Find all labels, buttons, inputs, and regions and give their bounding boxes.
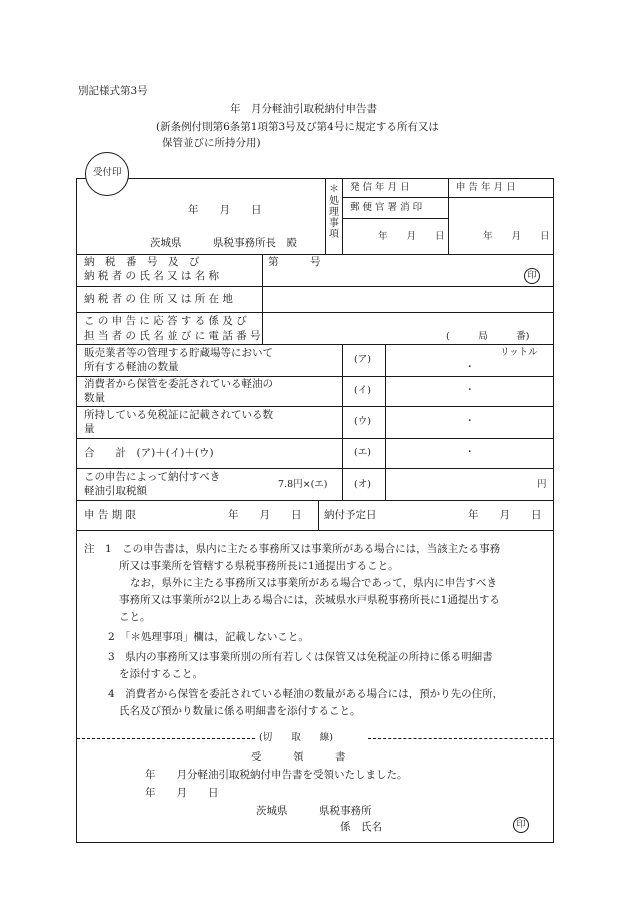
note-line-9: 4 消費者から保管を委託されている軽油の数量がある場合には，預かり先の住所，	[108, 688, 504, 700]
processing-char-3: 理	[329, 207, 339, 218]
qty-b-dot: ・	[465, 385, 475, 396]
receipt-date: 年 月 日	[145, 787, 219, 799]
divider-processing-left	[325, 178, 326, 254]
note-line-3: なお，県外に主たる事務所又は事業所がある場合であって，県内に申告すべき	[130, 577, 497, 589]
receipt-stamp-label: 受付印	[93, 167, 122, 178]
row-line-8	[76, 468, 553, 469]
qty-c-label-1: 所持している免税証に記載されている数	[84, 409, 273, 421]
qty-total-label: 合 計 (ア)＋(イ)＋(ウ)	[84, 447, 214, 459]
cut-line-right	[368, 738, 553, 739]
note-line-4: 事務所又は事業所が2以上ある場合には，茨城県水戸県税事務所長に1通提出する	[119, 594, 500, 606]
col-code-left	[342, 344, 343, 500]
qty-c-code: (ウ)	[354, 416, 371, 427]
form-title: 年 月分軽油引取税納付申告書	[230, 103, 377, 115]
divider-date-header	[342, 197, 553, 198]
col-label-divider	[262, 254, 263, 344]
receipt-officer: 係 氏名	[340, 821, 382, 833]
note-line-5: こと。	[119, 611, 151, 623]
row-line-10	[76, 530, 553, 531]
form-number: 別記様式第3号	[78, 85, 148, 97]
cut-line-label: (切 取 線)	[259, 732, 333, 743]
qty-b-label-2: 数量	[84, 392, 105, 404]
receipt-office: 茨城県 県税事務所	[256, 805, 372, 817]
declared-date-value: 年 月 日	[483, 231, 550, 242]
frame-left	[76, 178, 77, 842]
top-date: 年 月 日	[188, 204, 262, 216]
sent-date-label: 発 信 年 月 日	[350, 182, 410, 193]
contact-label-2: 担 当 者 の 氏 名 並 び に 電 話 番 号	[84, 330, 261, 342]
addressee: 茨城県 県税事務所長 殿	[150, 237, 297, 249]
tax-amount-label-1: この申告によって納付すべき	[84, 471, 221, 483]
processing-char-2: 処	[329, 196, 339, 207]
tax-amount-code: (オ)	[354, 479, 371, 490]
frame-bottom	[76, 842, 554, 843]
taxpayer-seal: 印	[524, 268, 540, 284]
deadline-date: 年 月 日	[228, 509, 302, 521]
processing-char-4: 事	[329, 218, 339, 229]
address-label: 納 税 者 の 住 所 又 は 所 在 地	[84, 293, 233, 305]
taxpayer-no-value: 第 号	[268, 256, 321, 268]
qty-b-code: (イ)	[354, 385, 371, 396]
divider-postal-seal	[342, 218, 448, 219]
qty-b-label-1: 消費者から保管を委託されている軽油の	[84, 378, 273, 390]
receipt-title: 受 領 書	[251, 751, 346, 763]
form-subtitle-1: (新条例付則第6条第1項第3号及び第4号に規定する所有又は	[156, 121, 439, 133]
unit-yen: 円	[537, 479, 547, 490]
taxpayer-name-label: 納 税 者 の 氏 名 又 は 名 称	[84, 270, 220, 282]
payment-date-label: 納付予定日	[324, 509, 377, 521]
note-line-8: を添付すること。	[119, 668, 203, 680]
divider-date-columns	[448, 178, 449, 254]
form-subtitle-2: 保管並びに所持分用)	[162, 137, 261, 149]
taxpayer-no-label: 納 税 番 号 及 び	[84, 256, 200, 268]
unit-liter: リットル	[500, 347, 538, 358]
row-line-4	[76, 344, 553, 345]
note-line-2: 所又は事業所を管轄する県税事務所長に1通提出すること。	[119, 560, 399, 572]
qty-a-code: (ア)	[354, 354, 371, 365]
row-line-6	[76, 406, 553, 407]
frame-right	[553, 178, 554, 842]
qty-total-dot: ・	[465, 447, 475, 458]
divider-processing-right	[342, 178, 343, 254]
declared-date-label: 申 告 年 月 日	[456, 182, 516, 193]
sent-date-value: 年 月 日	[378, 231, 445, 242]
row-line-1	[76, 254, 553, 255]
row-line-5	[76, 376, 553, 377]
receipt-body: 年 月分軽油引取税納付申告書を受領いたしました。	[145, 769, 408, 781]
row-line-9	[76, 500, 553, 501]
deadline-label: 申 告 期 限	[84, 509, 137, 521]
phone-hint: ( 局 番)	[446, 331, 530, 342]
payment-date: 年 月 日	[468, 509, 542, 521]
note-line-10: 氏名及び預かり数量に係る明細書を添付すること。	[119, 705, 361, 717]
cut-line-left	[77, 738, 255, 739]
qty-a-label-2: 所有する軽油の数量	[84, 361, 179, 373]
qty-c-dot: ・	[465, 416, 475, 427]
note-line-6: 2 「＊処理事項」欄は，記載しないこと。	[108, 631, 309, 643]
receipt-seal: 印	[513, 817, 529, 833]
row-line-2	[76, 286, 553, 287]
qty-c-label-2: 量	[84, 423, 95, 435]
postal-seal-label: 郵 便 官 署 消 印	[350, 202, 423, 213]
frame-top	[76, 178, 553, 179]
row-line-7	[76, 438, 553, 439]
contact-label-1: こ の 申 告 に 応 答 す る 係 及 び	[84, 315, 247, 327]
col-deadline-divider	[318, 500, 319, 530]
note-line-1: 注 1 この申告書は，県内に主たる事務所又は事業所がある場合には，当該主たる事務	[84, 543, 501, 555]
tax-formula: 7.8円×(エ)	[278, 479, 328, 490]
note-line-7: 3 県内の事務所又は事業所別の所有若しくは保管又は免税証の所持に係る明細書	[108, 651, 493, 663]
row-line-3	[76, 312, 553, 313]
qty-a-label-1: 販売業者等の管理する貯蔵場等において	[84, 347, 273, 359]
processing-char-1: ＊	[329, 184, 339, 195]
qty-total-code: (エ)	[354, 447, 371, 458]
tax-amount-label-2: 軽油引取税額	[84, 485, 147, 497]
col-code-right	[385, 344, 386, 500]
qty-a-dot: ・	[465, 362, 475, 373]
processing-char-5: 項	[329, 229, 339, 240]
